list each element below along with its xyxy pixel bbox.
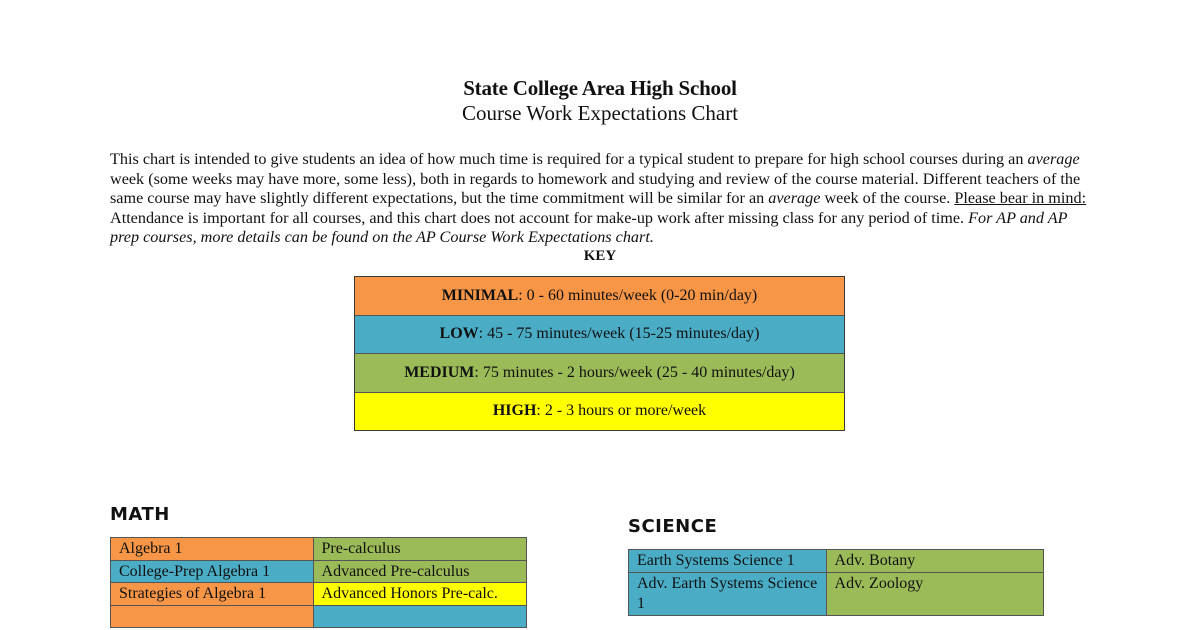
table-row xyxy=(111,605,527,627)
math-course-table xyxy=(110,537,527,628)
school-title: State College Area High School xyxy=(463,76,737,100)
course-cell: Adv. Botany xyxy=(826,550,1043,573)
course-cell: Advanced Pre-calculus xyxy=(313,560,526,583)
intro-underlined-note: Please bear in mind: xyxy=(954,189,1087,208)
course-cell xyxy=(111,605,314,627)
course-cell: Algebra 1 xyxy=(111,538,314,561)
intro-emphasis: average xyxy=(1027,150,1080,168)
table-row xyxy=(111,538,527,561)
key-level-desc: : 2 - 3 hours or more/week xyxy=(536,402,707,420)
table-row xyxy=(629,572,1044,615)
key-row-high xyxy=(355,393,844,431)
math-section-title: MATH xyxy=(110,504,170,525)
intro-text: Attendance is important for all courses, and this chart does not account for make-up work after missing class for any period of time. xyxy=(110,208,969,227)
science-course-table xyxy=(628,549,1044,616)
key-level-desc: : 0 - 60 minutes/week (0-20 min/day) xyxy=(518,286,758,304)
course-cell: Adv. Earth Systems Science 1 xyxy=(629,572,827,615)
course-cell xyxy=(313,605,526,627)
table-row xyxy=(629,550,1044,573)
science-section-title: SCIENCE xyxy=(628,516,718,537)
intro-text: This chart is intended to give students an idea of how much time is required for a typical student to prepare for high school courses during an xyxy=(110,150,1028,168)
course-cell: Adv. Zoology xyxy=(826,572,1043,615)
course-cell: Advanced Honors Pre-calc. xyxy=(313,583,526,606)
key-level-desc: : 45 - 75 minutes/week (15-25 minutes/day) xyxy=(478,325,760,343)
key-level-name: MINIMAL xyxy=(441,286,519,304)
table-row xyxy=(111,583,527,606)
key-level-name: HIGH xyxy=(492,402,537,420)
key-row-minimal xyxy=(355,277,844,316)
intro-text: week of the course. xyxy=(820,189,955,208)
course-cell: College-Prep Algebra 1 xyxy=(111,560,314,583)
intro-paragraph xyxy=(110,150,1100,248)
document-header xyxy=(0,76,1200,126)
intro-emphasis: average xyxy=(768,189,821,208)
key-level-name: MEDIUM xyxy=(404,363,475,381)
key-row-medium xyxy=(355,354,844,393)
table-row xyxy=(111,560,527,583)
key-row-low xyxy=(355,316,844,355)
course-cell: Strategies of Algebra 1 xyxy=(111,583,314,606)
course-cell: Earth Systems Science 1 xyxy=(629,550,827,573)
key-heading: KEY xyxy=(583,248,617,264)
chart-subtitle: Course Work Expectations Chart xyxy=(461,101,739,125)
intro-text: week (some weeks may have more, some less), both in regards to homework and studying and review of the course material. Different teachers of the same course may have slightly different expectations, but the time commitment will be similar for an xyxy=(110,169,1081,208)
course-cell: Pre-calculus xyxy=(313,538,526,561)
intro-ap-note: For AP and AP prep courses, more details can be found on the AP Course Work Expectations chart. xyxy=(110,208,1068,247)
key-level-name: LOW xyxy=(439,325,479,343)
key-level-desc: : 75 minutes - 2 hours/week (25 - 40 minutes/day) xyxy=(474,363,795,381)
key-table xyxy=(354,276,845,431)
